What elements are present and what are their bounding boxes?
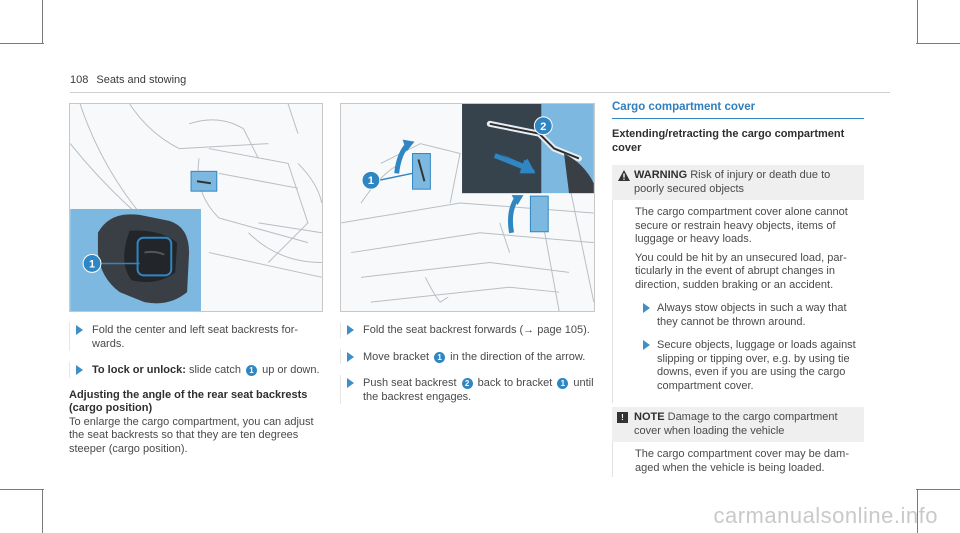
- callout-1: [83, 255, 101, 273]
- step-arrow-icon: [347, 325, 354, 335]
- svg-text:1: 1: [88, 258, 96, 271]
- callout-badge: 2: [462, 378, 473, 389]
- step-arrow-icon: [76, 325, 83, 335]
- crop-mark: [42, 0, 43, 44]
- header-divider: [70, 92, 890, 93]
- figure-seat-catch: [69, 103, 323, 312]
- note-body: The cargo compartment cover may be damaged when the vehicle is being loaded.: [612, 442, 864, 477]
- note-header: ! NOTE Damage to the cargo compartment cover when loading the vehicle: [612, 407, 864, 442]
- seat-catch-illustration: [70, 104, 322, 311]
- callout-badge: 1: [557, 378, 568, 389]
- crop-mark: [0, 489, 44, 490]
- subheading: Adjusting the angle of the rear seat backrests (cargo position): [69, 388, 308, 414]
- warning-header: WARNING Risk of injury or death due to poorly secured objects: [612, 165, 864, 200]
- callout-2: [534, 117, 552, 135]
- crop-mark: [0, 43, 44, 44]
- section-name: Seats and stowing: [96, 74, 187, 86]
- step-arrow-icon: [643, 303, 650, 313]
- warning-box: [612, 165, 864, 403]
- text-column-1: [69, 322, 323, 456]
- section-divider: [612, 118, 864, 119]
- crop-mark: [42, 489, 43, 533]
- warning-triangle-icon: [618, 170, 630, 181]
- note-exclamation-icon: !: [617, 412, 628, 423]
- page-number: 108: [70, 74, 89, 86]
- warning-body: The cargo compartment cover alone cannot secure or restrain heavy objects, items of luggage or heavy loads. You could be hit by an unsecured load, particularly in the event of abrupt changes in direction, sudden braking or an accident. Always stow objects in such a way that they cannot be thrown around. Secure objects, luggage or loads against slipping or tipping over, e.g. by using tie downs, even if you are using the cargo compartment cover.: [612, 200, 864, 403]
- watermark: carmanualsonline.info: [713, 503, 938, 528]
- crop-mark: [916, 489, 960, 490]
- step: Push seat backrest 2 back to bracket 1 until the backrest engages.: [340, 375, 595, 404]
- step: Move bracket 1 in the direction of the arrow.: [340, 349, 595, 365]
- text-column-2: [340, 322, 595, 415]
- page-header: [70, 74, 186, 86]
- text-column-3: [612, 128, 864, 477]
- figure-backrest-bracket: [340, 103, 595, 312]
- step: Always stow objects in such a way that they cannot be thrown around.: [635, 300, 856, 329]
- step: Fold the seat backrest forwards (→ page 105).: [340, 322, 595, 338]
- step: Fold the center and left seat backrests forwards.: [69, 322, 323, 351]
- step-arrow-icon: [347, 352, 354, 362]
- note-label: NOTE: [634, 411, 665, 423]
- warning-label: WARNING: [634, 169, 688, 181]
- subheading: Extending/retracting the cargo compartment cover: [612, 128, 845, 154]
- backrest-bracket-illustration: [341, 104, 594, 311]
- svg-text:2: 2: [540, 120, 547, 133]
- step: To lock or unlock: slide catch 1 up or down.: [69, 362, 323, 378]
- step: Secure objects, luggage or loads against slipping or tipping over, e.g. by using tie downs, even if you are using the cargo compartment cover.: [635, 337, 856, 393]
- crop-mark: [916, 43, 960, 44]
- step-arrow-icon: [643, 340, 650, 350]
- step-arrow-icon: [347, 378, 354, 388]
- section-title: Cargo compartment cover: [612, 101, 756, 113]
- crop-mark: [917, 0, 918, 44]
- step-arrow-icon: [76, 365, 83, 375]
- callout-badge: 1: [246, 365, 257, 376]
- callout-badge: 1: [434, 352, 445, 363]
- paragraph: To enlarge the cargo compartment, you can adjust the seat backrests so that they are ten degrees steeper (cargo position).: [69, 415, 314, 455]
- svg-text:1: 1: [367, 175, 374, 188]
- callout-1: [362, 171, 380, 189]
